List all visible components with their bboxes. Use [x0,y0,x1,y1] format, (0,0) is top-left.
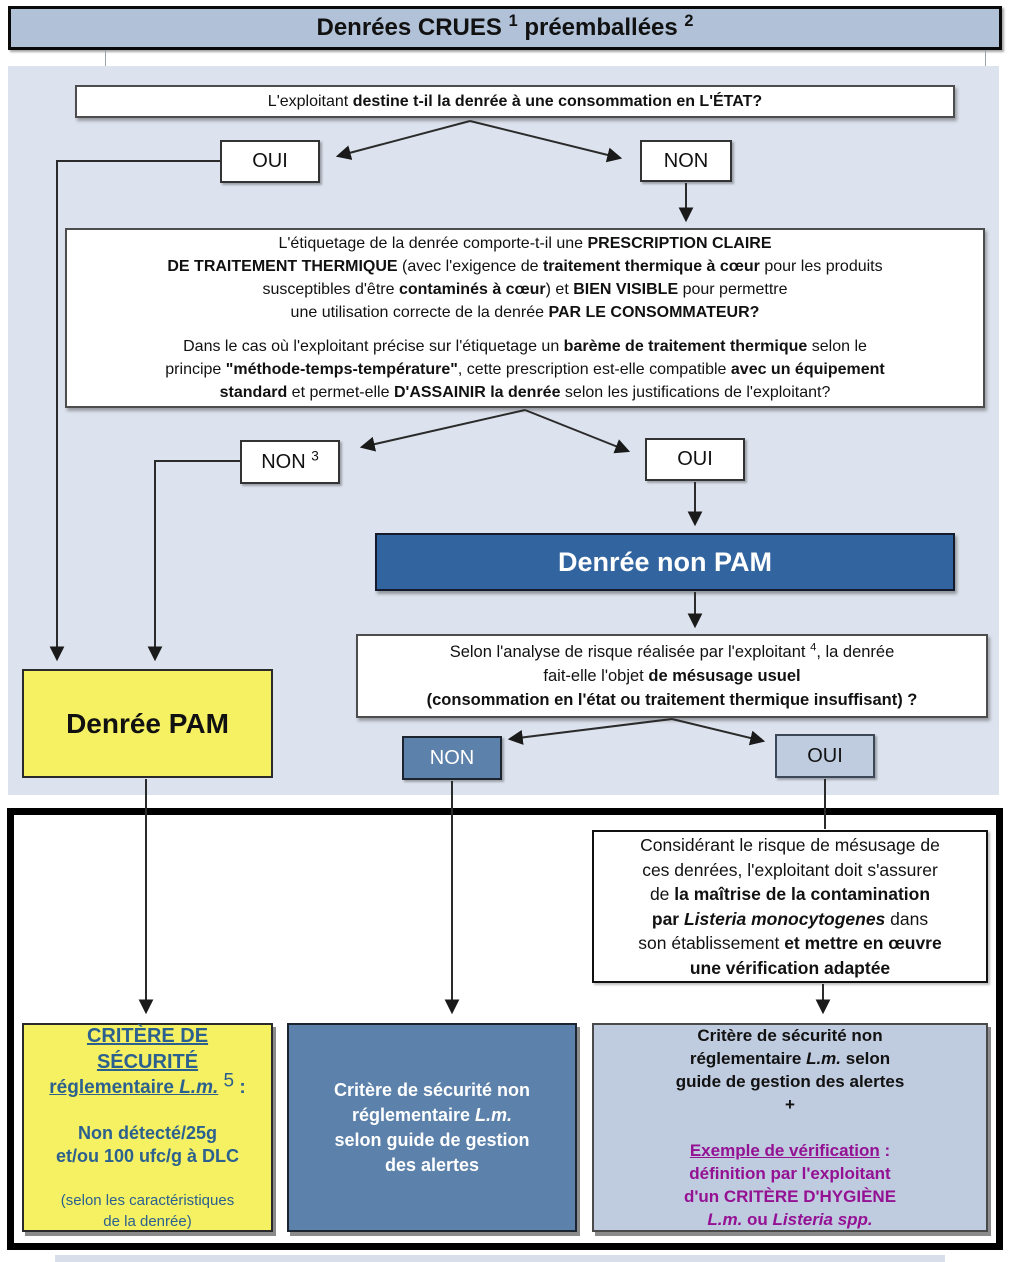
header-title: Denrées CRUES $^1$ préemballées $^2$ [316,12,694,41]
oui-box-top: OUI [220,140,320,183]
critere-non-reglementaire-centre-box: Critère de sécurité non réglementaire L.m. selon guide de gestion des alertes [287,1023,577,1232]
question-mesusage: Selon l'analyse de risque réalisée par l'exploitant $^4$, la denrée fait-elle l'objet de mésusage usuel (consommation en l'état ou traitement thermique insuffisant) ? [356,634,988,718]
oui-box-mid: OUI [645,438,745,481]
question-etiquetage-p2: Dans le cas où l'exploitant précise sur l'étiquetage un barème de traitement thermique selon le principe "méthode-temps-température", cette prescription est-elle compatible avec un équipement standard et permet-elle D'ASSAINIR la denrée selon les justifications de l'exploitant? [165,338,885,401]
non-box-bottom: NON [402,736,502,780]
considerant-box: Considérant le risque de mésusage de ces denrées, l'exploitant doit s'assurer de la maîtrise de la contamination par Listeria monocytogenes dans son établissement et mettre en œuvre une vérification adaptée [592,830,988,983]
oui-box-bottom: OUI [775,734,875,778]
critere-non-reglementaire-droite-box: Critère de sécurité non réglementaire L.m. selon guide de gestion des alertes + Exemple de vérification : définition par l'exploitant d'un CRITÈRE D'HYGIÈNE L.m. ou Listeria spp. [592,1023,988,1232]
non-box-top: NON [640,140,732,182]
question-etiquetage-p1: L'étiquetage de la denrée comporte-t-il une PRESCRIPTION CLAIRE DE TRAITEMENT THERMIQUE (avec l'exigence de traitement thermique à cœur pour les produits susceptibles d'être contaminés à cœur) et BIEN VISIBLE pour permettre une utilisation correcte de la denrée PAR LE CONSOMMATEUR? [167,235,883,321]
critere-securite-reglementaire-box: CRITÈRE DE SÉCURITÉ réglementaire L.m. 5 : Non détecté/25g et/ou 100 ufc/g à DLC (selon les caractéristiques de la denrée) [22,1023,273,1232]
denree-pam-box: Denrée PAM [22,669,273,778]
non-3-box: NON $^3$ [240,440,340,484]
denree-non-pam-box: Denrée non PAM [375,533,955,591]
question-consommation-etat: L'exploitant destine t-il la denrée à une consommation en L'ÉTAT? [75,85,955,118]
